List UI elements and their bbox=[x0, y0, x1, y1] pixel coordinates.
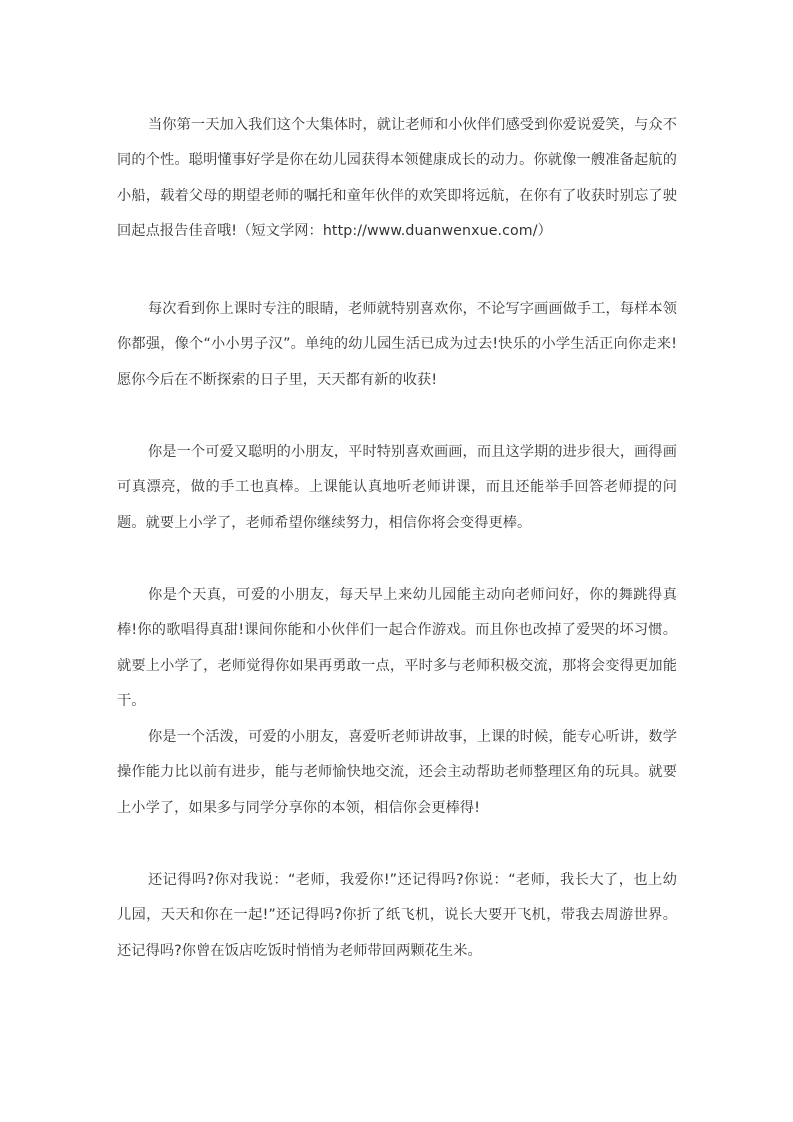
paragraph-1: 当你第一天加入我们这个大集体时，就让老师和小伙伴们感受到你爱说爱笑，与众不同的个性。聪明懂事好学是你在幼儿园获得本领健康成长的动力。你就像一艘准备起航的小船，载着父母的期望老师的嘱托和童年伙伴的欢笑即将远航，在你有了收获时别忘了驶回起点报告佳音哦!（短文学网：http://www.duanwenxue.com/） bbox=[117, 117, 677, 240]
paragraph-6: 还记得吗?你对我说：“老师，我爱你!”还记得吗?你说：“老师，我长大了，也上幼儿园，天天和你在一起!”还记得吗?你折了纸飞机，说长大要开飞机，带我去周游世界。还记得吗?你曾在饭店吃饭时悄悄为老师带回两颗花生米。 bbox=[117, 872, 677, 959]
paragraph-4: 你是个天真，可爱的小朋友，每天早上来幼儿园能主动向老师问好，你的舞跳得真棒!你的歌唱得真甜!课间你能和小伙伴们一起合作游戏。而且你也改掉了爱哭的坏习惯。就要上小学了，老师觉得你如果再勇敢一点，平时多与老师积极交流，那将会变得更加能干。 bbox=[117, 587, 677, 710]
paragraph-3: 你是一个可爱又聪明的小朋友，平时特别喜欢画画，而且这学期的进步很大，画得画可真漂亮，做的手工也真棒。上课能认真地听老师讲课，而且还能举手回答老师提的问题。就要上小学了，老师希望你继续努力，相信你将会变得更棒。 bbox=[117, 444, 677, 531]
paragraph-2: 每次看到你上课时专注的眼睛，老师就特别喜欢你，不论写字画画做手工，每样本领你都强，像个“小小男子汉”。单纯的幼儿园生活已成为过去!快乐的小学生活正向你走来!愿你今后在不断探索的日子里，天天都有新的收获! bbox=[117, 301, 677, 388]
paragraph-5: 你是一个活泼，可爱的小朋友，喜爱听老师讲故事，上课的时候，能专心听讲，数学操作能力比以前有进步，能与老师愉快地交流，还会主动帮助老师整理区角的玩具。就要上小学了，如果多与同学分享你的本领，相信你会更棒得! bbox=[117, 729, 677, 816]
